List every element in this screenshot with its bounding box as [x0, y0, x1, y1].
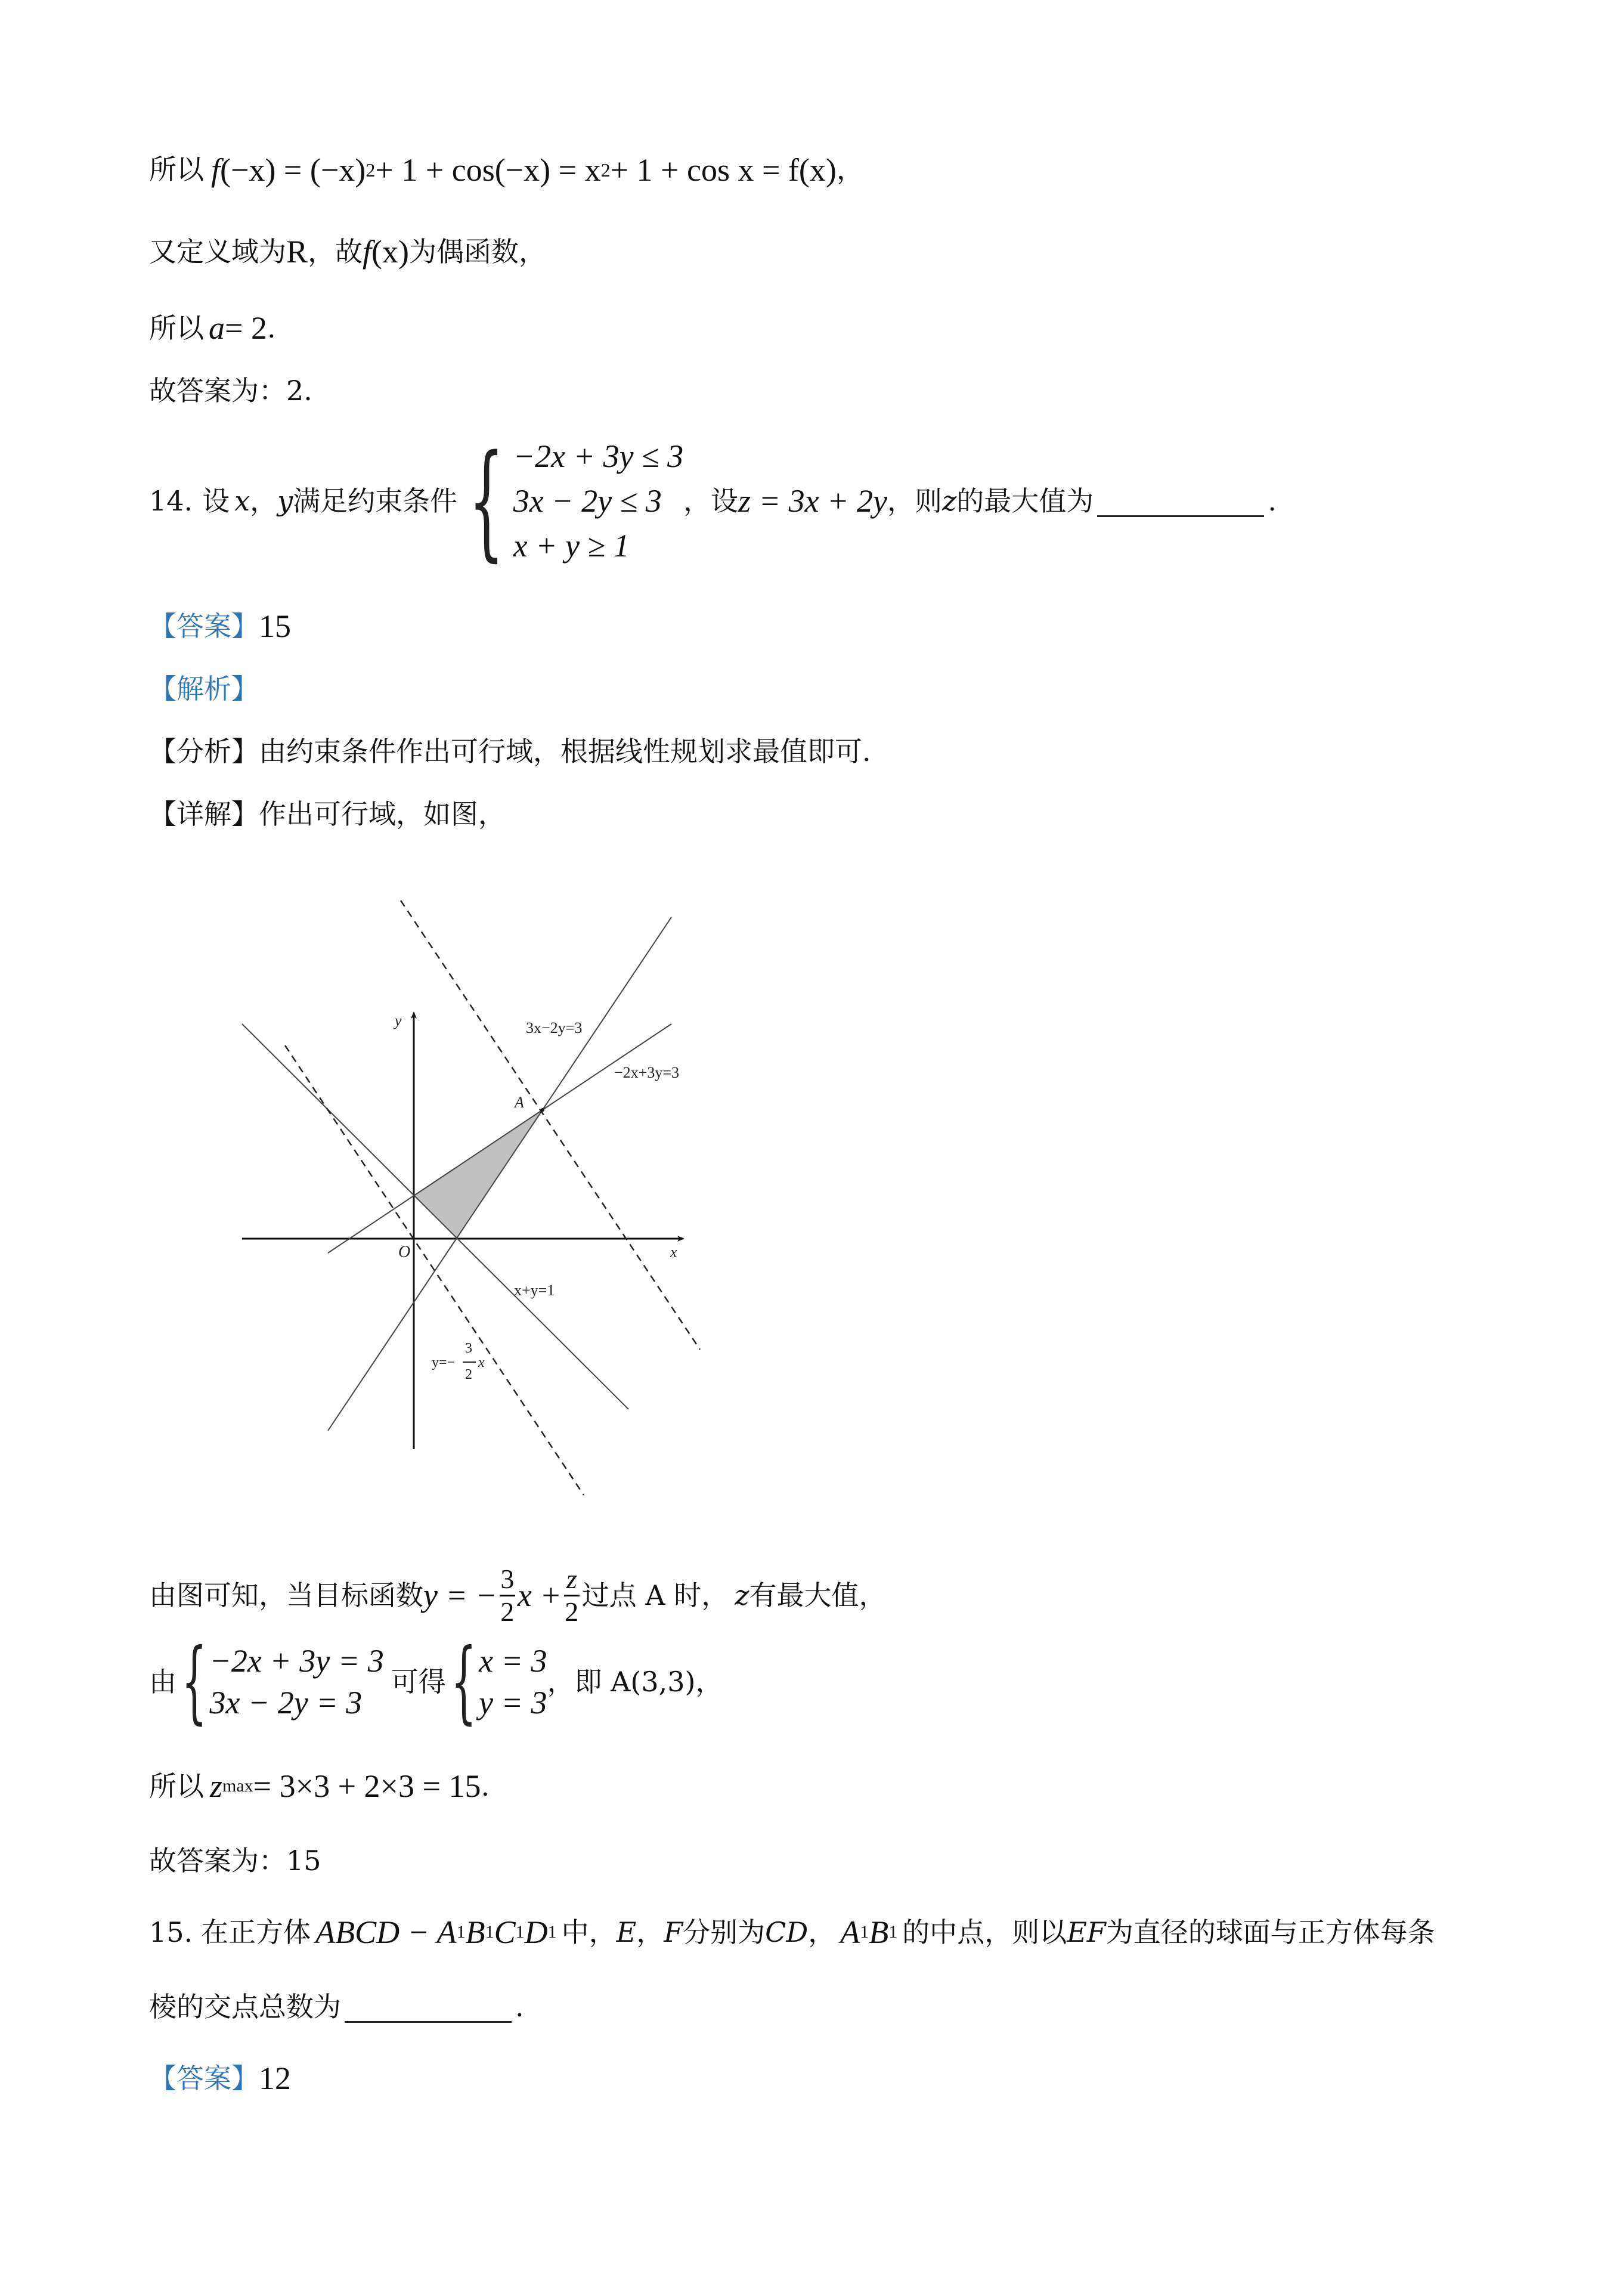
q15-answer	[149, 2060, 291, 2096]
math-subscript: 1	[547, 1922, 557, 1942]
math-E: E	[616, 1916, 637, 1948]
math-z: z	[210, 1768, 223, 1804]
label-objective-den: 2	[465, 1367, 472, 1382]
text: 所以	[149, 154, 204, 185]
math-a: a	[209, 310, 225, 346]
math-A1: A	[840, 1914, 860, 1950]
math-expr: + 1 + cos x = f	[610, 152, 799, 188]
answer-tag: 【答案】	[149, 2062, 259, 2094]
label-objective-suffix: x	[478, 1355, 485, 1370]
left-brace-icon: {	[181, 1630, 207, 1734]
y-axis-label: y	[395, 1012, 402, 1029]
math-y: y	[277, 485, 293, 517]
solution-system	[446, 1630, 547, 1734]
fenxi-tag: 【分析】	[149, 735, 259, 768]
text: 分别为	[683, 1916, 766, 1948]
xiangjie-text: 作出可行域，如图，	[259, 798, 506, 830]
text: 所以	[149, 1770, 204, 1802]
math-expr: ，	[836, 154, 864, 185]
text: 可得	[391, 1666, 446, 1698]
xiangjie-tag: 【详解】	[149, 798, 259, 830]
math-subscript: 1	[888, 1922, 898, 1942]
label-x-y-1: x+y=1	[514, 1282, 555, 1299]
math-EF: EF	[1067, 1916, 1106, 1948]
text: 的中点，则以	[902, 1916, 1067, 1948]
text: 过点 A 时，	[581, 1579, 729, 1611]
line-3x-2y-3	[328, 917, 671, 1431]
math-CD: CD	[765, 1916, 809, 1948]
numerator: z	[566, 1563, 577, 1594]
equation-system	[176, 1630, 384, 1734]
q15-stem-line-1	[149, 1914, 1435, 1950]
math-cube: C	[494, 1914, 516, 1950]
text: ，即 A(3,3)，	[547, 1666, 723, 1698]
q15-stem-line-2	[149, 1989, 524, 2025]
question-number: 15.	[149, 1916, 193, 1948]
math-expr: (−x) = (−x)	[220, 152, 366, 188]
denominator: 2	[500, 1596, 515, 1627]
text: ，	[250, 485, 278, 517]
equation: 3x − 2y = 3	[209, 1685, 363, 1721]
answer-value: 12	[259, 2060, 291, 2096]
math-f: f	[211, 152, 221, 188]
math-x: x	[234, 485, 250, 517]
math-z: z	[735, 1579, 749, 1611]
q14-reason-1	[149, 1557, 887, 1634]
text: ，设	[683, 485, 739, 517]
math-z: z	[942, 485, 957, 517]
math-fx: (x)	[371, 234, 410, 270]
label-3x-2y-3: 3x−2y=3	[526, 1019, 583, 1036]
line-neg2x-3y-3	[328, 1024, 671, 1253]
constraint: −2x + 3y ≤ 3	[513, 438, 684, 474]
text: 中，	[561, 1916, 617, 1948]
label-objective-num: 3	[465, 1341, 472, 1356]
q14-final	[149, 1843, 321, 1879]
math-f: f	[363, 234, 372, 270]
text: 故答案为：2.	[149, 375, 312, 407]
math-sup: 2	[600, 159, 611, 181]
math-y: y = −	[423, 1577, 497, 1613]
fraction-3-2	[500, 1564, 515, 1627]
text: ，	[808, 1916, 836, 1948]
text: 由图可知，当目标函数	[149, 1579, 423, 1611]
math-subscript: 1	[515, 1922, 525, 1942]
label-objective-prefix: y=−	[432, 1355, 456, 1370]
math-expr: = 3×3 + 2×3 = 15	[253, 1768, 481, 1804]
math-subscript: max	[222, 1776, 253, 1796]
constraint: x + y ≥ 1	[513, 528, 630, 564]
question-number: 14.	[149, 485, 193, 517]
answer-blank	[345, 1991, 512, 2023]
text: ，则	[887, 485, 943, 517]
math-sup: 2	[366, 159, 376, 181]
math-cube: D	[524, 1914, 548, 1950]
text: 所以	[149, 312, 204, 344]
analysis-tag: 【解析】	[149, 673, 259, 705]
math-R: R	[286, 234, 308, 270]
q14-solve	[149, 1630, 723, 1734]
math-cube: ABCD − A	[315, 1914, 457, 1950]
solution-list	[479, 1643, 547, 1721]
text: .	[481, 1770, 490, 1802]
solution: x = 3	[479, 1643, 547, 1679]
text: 为偶函数，	[409, 236, 547, 268]
objective: z = 3x + 2y	[738, 483, 888, 519]
text: 为直径的球面与正方体每条	[1105, 1916, 1435, 1948]
text: 在正方体	[201, 1916, 311, 1948]
x-axis-label: x	[670, 1243, 677, 1261]
text: 满足约束条件	[293, 485, 458, 517]
left-brace-icon: {	[468, 428, 504, 574]
text: 棱的交点总数为	[149, 1991, 341, 2023]
equation-list	[209, 1643, 383, 1721]
math-subscript: 1	[485, 1922, 494, 1942]
q14-zmax	[149, 1768, 490, 1804]
numerator: 3	[500, 1563, 515, 1594]
math-subscript: 1	[860, 1922, 869, 1942]
left-brace-icon: {	[450, 1630, 476, 1734]
text: 的最大值为	[956, 485, 1094, 517]
label-neg2x-3y-3: −2x+3y=3	[614, 1064, 679, 1081]
answer-tag: 【答案】	[149, 610, 259, 642]
text: 又定义域为	[149, 236, 286, 268]
math-subscript: 1	[456, 1922, 466, 1942]
text: ，故	[308, 236, 363, 268]
math-x: x +	[517, 1577, 562, 1613]
text: ，	[636, 1916, 664, 1948]
text: 由	[149, 1666, 176, 1698]
solution: y = 3	[479, 1685, 547, 1721]
constraint: 3x − 2y ≤ 3	[513, 483, 662, 519]
point-A-label: A	[515, 1094, 524, 1111]
denominator: 2	[565, 1596, 579, 1627]
line-x-y-1	[242, 1024, 628, 1409]
text: 有最大值，	[749, 1579, 887, 1611]
math-expr: (x)	[798, 152, 837, 188]
origin-label: O	[398, 1243, 411, 1261]
fraction-z-2	[564, 1564, 580, 1627]
text: 设	[202, 485, 230, 517]
fenxi-text: 由约束条件作出可行域，根据线性规划求最值即可.	[259, 735, 871, 768]
text: .	[515, 1991, 524, 2023]
math-B1: B	[869, 1914, 889, 1950]
point-A-icon	[541, 1108, 544, 1112]
math-expr: = 2	[225, 310, 267, 346]
feasible-region	[414, 1110, 543, 1239]
text: 故答案为：15	[149, 1845, 321, 1877]
math-F: F	[664, 1916, 683, 1948]
math-expr: + 1 + cos(−x) = x	[375, 152, 601, 188]
math-cube: B	[465, 1914, 485, 1950]
equation: −2x + 3y = 3	[209, 1643, 384, 1679]
answer-value: 15	[259, 608, 291, 644]
text: .	[1268, 485, 1277, 517]
text: .	[267, 312, 276, 344]
